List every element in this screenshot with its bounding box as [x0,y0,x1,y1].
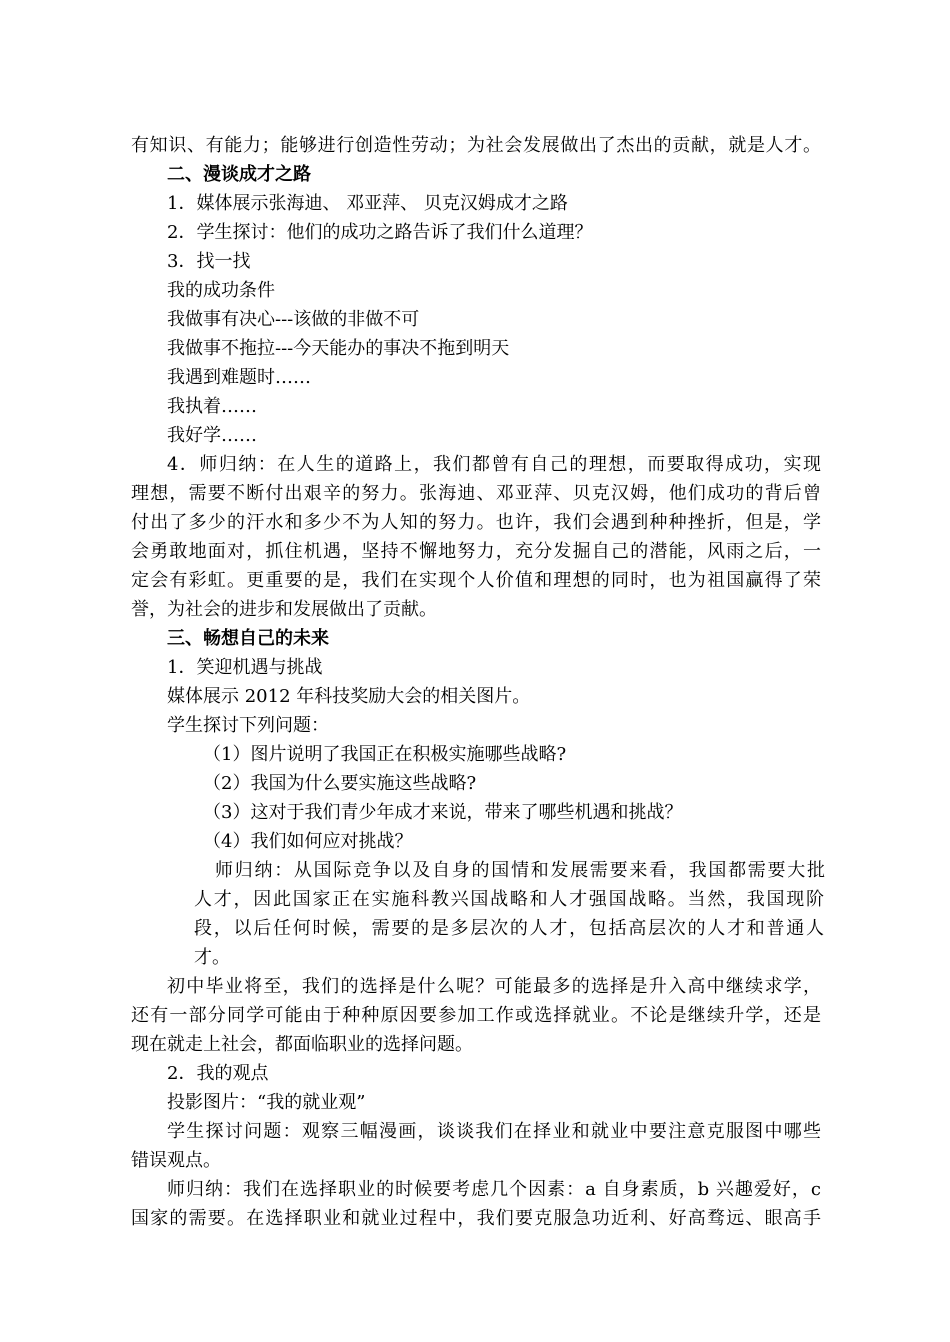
paragraph-line: 才。 [194,947,230,968]
question-item: （3）这对于我们青少年成才来说，带来了哪些机遇和挑战？ [203,802,683,823]
list-item: 1．笑迎机遇与挑战 [167,657,323,678]
paragraph-line: 投影图片：“我的就业观” [167,1092,366,1113]
paragraph-line: 誉，为社会的进步和发展做出了贡献。 [131,599,437,620]
paragraph-line: 学生探讨问题：观察三幅漫画，谈谈我们在择业和就业中要注意克服图中哪些 [167,1121,821,1142]
paragraph-line: 我遇到难题时…… [167,367,311,388]
section-heading: 二、漫谈成才之路 [167,164,311,185]
paragraph-line: 理想，需要不断付出艰辛的努力。张海迪、邓亚萍、贝克汉姆，他们成功的背后曾 [131,483,821,504]
paragraph-line: 段，以后任何时候，需要的是多层次的人才，包括高层次的人才和普通人 [194,918,824,939]
paragraph-line: 现在就走上社会，都面临职业的选择问题。 [131,1034,473,1055]
paragraph-line: 国家的需要。在选择职业和就业过程中，我们要克服急功近利、好高骛远、眼高手 [131,1208,821,1229]
question-item: （1）图片说明了我国正在积极实施哪些战略? [203,744,567,765]
paragraph-line: 4．师归纳：在人生的道路上，我们都曾有自己的理想，而要取得成功，实现 [167,454,821,475]
list-item: 2．学生探讨：他们的成功之路告诉了我们什么道理？ [167,222,593,243]
paragraph-line: 我好学…… [167,425,257,446]
paragraph-line: 我做事不拖拉---今天能办的事决不拖到明天 [167,338,510,359]
paragraph-line: 媒体展示 2012 年科技奖励大会的相关图片。 [167,686,531,707]
paragraph-line: 师归纳：我们在选择职业的时候要考虑几个因素：a 自身素质，b 兴趣爱好，c [167,1179,821,1200]
list-item: 1．媒体展示张海迪、 邓亚萍、 贝克汉姆成才之路 [167,193,568,214]
paragraph-line: 付出了多少的汗水和多少不为人知的努力。也许，我们会遇到种种挫折，但是，学 [131,512,821,533]
question-item: （2）我国为什么要实施这些战略? [203,773,477,794]
paragraph-line: 初中毕业将至，我们的选择是什么呢？可能最多的选择是升入高中继续求学， [167,976,821,997]
question-item: （4）我们如何应对挑战？ [203,831,413,852]
paragraph-line: 人才，因此国家正在实施科教兴国战略和人才强国战略。当然，我国现阶 [194,889,824,910]
list-item: 2．我的观点 [167,1063,269,1084]
paragraph-line: 会勇敢地面对，抓住机遇，坚持不懈地努力，充分发掘自己的潜能，风雨之后，一 [131,541,821,562]
paragraph-line: 有知识、有能力；能够进行创造性劳动；为社会发展做出了杰出的贡献，就是人才。 [131,135,821,156]
paragraph-line: 我的成功条件 [167,280,275,301]
paragraph-line: 还有一部分同学可能由于种种原因要参加工作或选择就业。不论是继续升学，还是 [131,1005,821,1026]
paragraph-line: 定会有彩虹。更重要的是，我们在实现个人价值和理想的同时，也为祖国赢得了荣 [131,570,821,591]
list-item: 3．找一找 [167,251,251,272]
paragraph-line: 学生探讨下列问题： [167,715,329,736]
paragraph-line: 错误观点。 [131,1150,221,1171]
paragraph-line: 我执着…… [167,396,257,417]
paragraph-line: 我做事有决心---该做的非做不可 [167,309,420,330]
section-heading: 三、畅想自己的未来 [167,628,329,649]
paragraph-line: 师归纳：从国际竞争以及自身的国情和发展需要来看，我国都需要大批 [215,860,825,881]
